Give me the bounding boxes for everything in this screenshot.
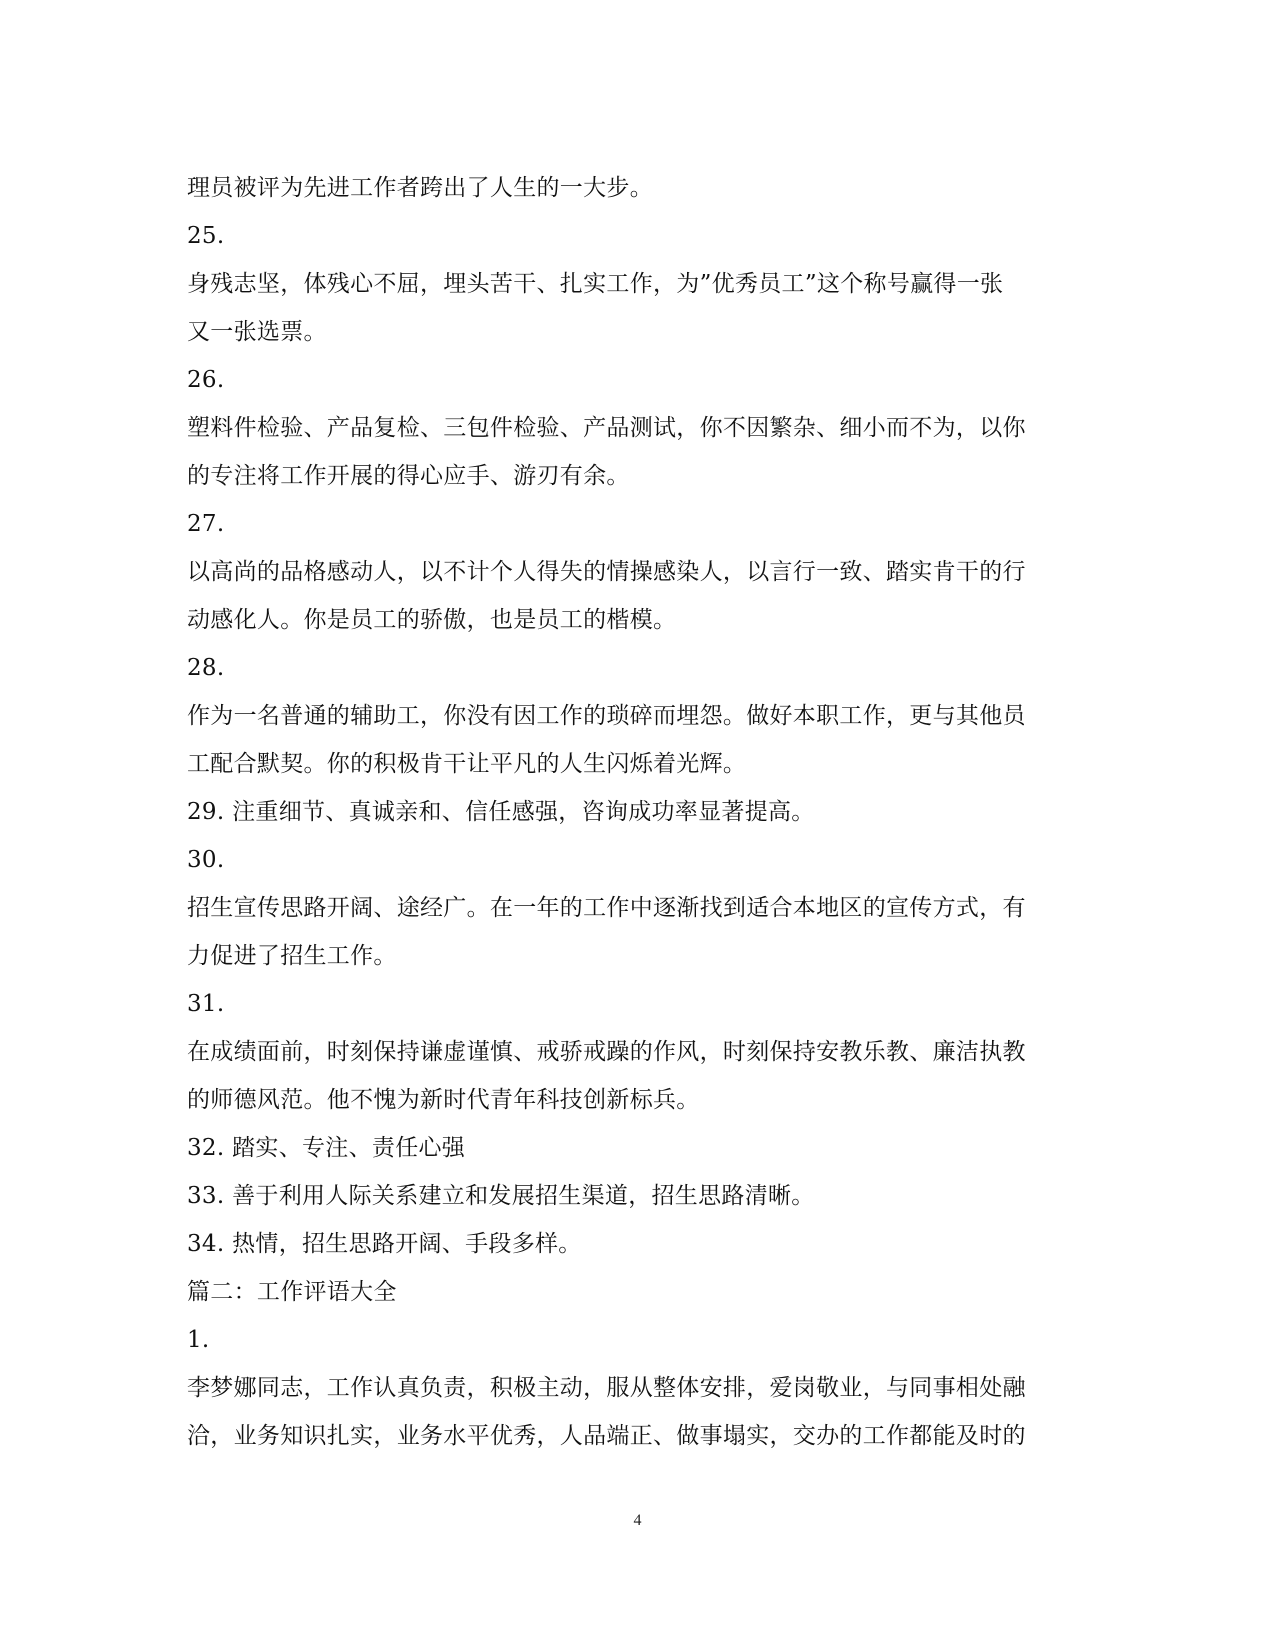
item-number-25: 25. (187, 223, 225, 249)
text-line: 身残志坚，体残心不屈，埋头苦干、扎实工作，为”优秀员工”这个称号赢得一张 (187, 271, 1004, 297)
text-line: 在成绩面前，时刻保持谦虚谨慎、戒骄戒躁的作风，时刻保持安教乐教、廉洁执教 (187, 1039, 1026, 1065)
item-33: 33. 善于利用人际关系建立和发展招生渠道，招生思路清晰。 (187, 1183, 815, 1209)
item-34: 34. 热情，招生思路开阔、手段多样。 (187, 1231, 582, 1257)
item-32: 32. 踏实、专注、责任心强 (187, 1135, 466, 1161)
text-line: 作为一名普通的辅助工，你没有因工作的琐碎而埋怨。做好本职工作，更与其他员 (187, 703, 1026, 729)
section-heading: 篇二：工作评语大全 (187, 1279, 397, 1305)
text-line: 又一张选票。 (187, 319, 327, 345)
page-number: 4 (633, 1512, 642, 1529)
text-line: 动感化人。你是员工的骄傲，也是员工的楷模。 (187, 607, 677, 633)
text-line: 洽，业务知识扎实，业务水平优秀，人品端正、做事塌实，交办的工作都能及时的 (187, 1423, 1026, 1449)
item-number-27: 27. (187, 511, 225, 537)
item-number-26: 26. (187, 367, 225, 393)
text-line: 的专注将工作开展的得心应手、游刃有余。 (187, 463, 630, 489)
item-number-31: 31. (187, 991, 225, 1017)
text-line: 理员被评为先进工作者跨出了人生的一大步。 (187, 175, 653, 201)
item-29: 29. 注重细节、真诚亲和、信任感强，咨询成功率显著提高。 (187, 799, 815, 825)
item-number-30: 30. (187, 847, 225, 873)
text-line: 工配合默契。你的积极肯干让平凡的人生闪烁着光辉。 (187, 751, 747, 777)
text-line: 力促进了招生工作。 (187, 943, 397, 969)
text-line: 的师德风范。他不愧为新时代青年科技创新标兵。 (187, 1087, 700, 1113)
text-line: 招生宣传思路开阔、途经广。在一年的工作中逐渐找到适合本地区的宣传方式，有 (187, 895, 1026, 921)
text-line: 以高尚的品格感动人，以不计个人得失的情操感染人，以言行一致、踏实肯干的行 (187, 559, 1026, 585)
text-line: 李梦娜同志，工作认真负责，积极主动，服从整体安排，爱岗敬业，与同事相处融 (187, 1375, 1026, 1401)
item-number-1: 1. (187, 1327, 210, 1353)
item-number-28: 28. (187, 655, 225, 681)
text-line: 塑料件检验、产品复检、三包件检验、产品测试，你不因繁杂、细小而不为，以你 (187, 415, 1026, 441)
document-body (187, 164, 1087, 1460)
